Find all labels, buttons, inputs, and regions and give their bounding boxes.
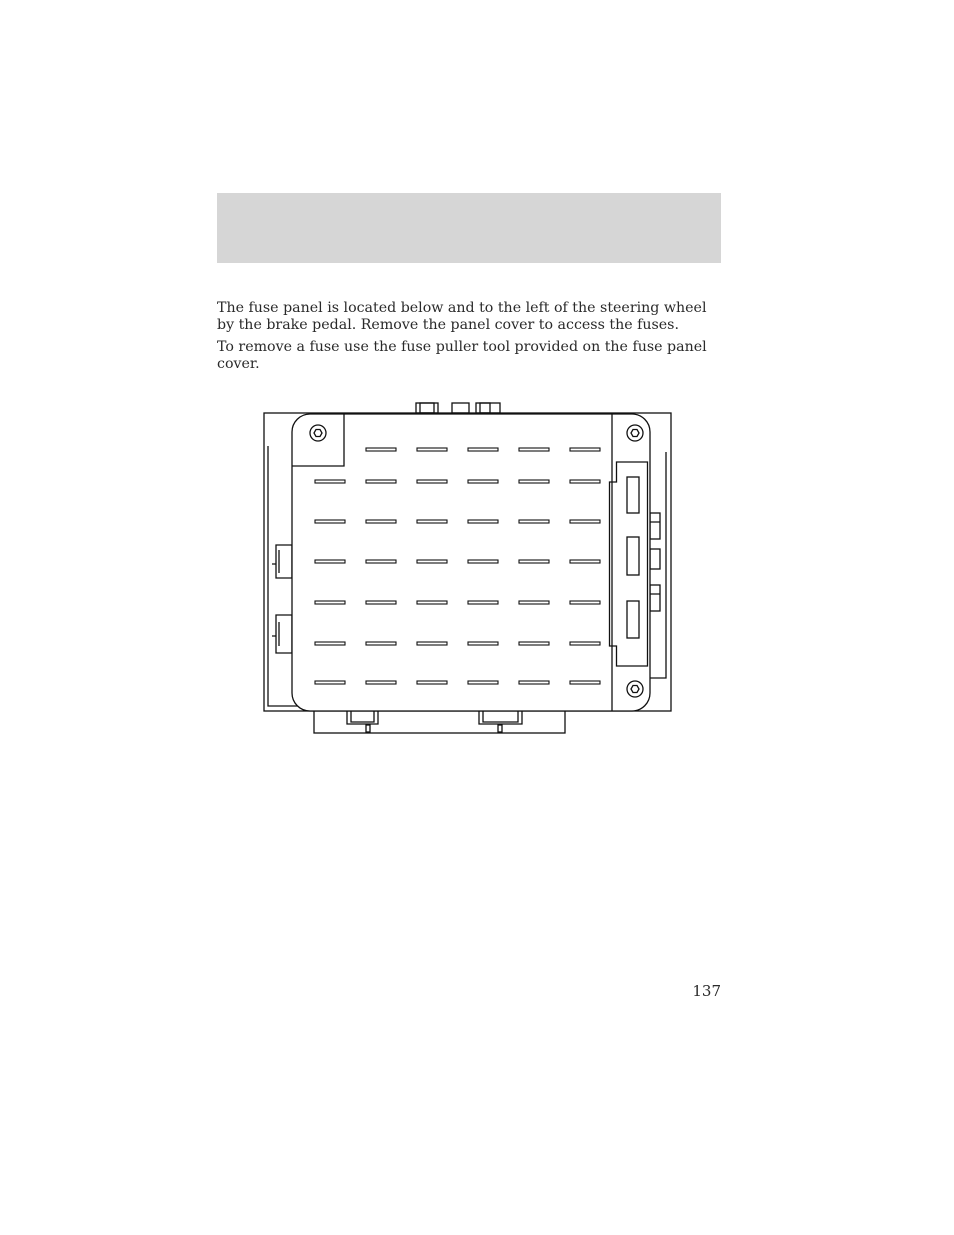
fuse-slot	[366, 642, 396, 645]
fuse-slot	[315, 681, 345, 684]
fuse-slot	[315, 642, 345, 645]
fuse-slot	[315, 601, 345, 604]
fuse-slot	[468, 681, 498, 684]
fuse-slot	[468, 560, 498, 563]
fuse-slot	[315, 520, 345, 523]
fuse-slot	[417, 642, 447, 645]
fuse-slot	[315, 560, 345, 563]
top-tab	[416, 403, 438, 413]
fuse-slot	[366, 601, 396, 604]
fuse-slot	[519, 520, 549, 523]
top-tab	[452, 403, 469, 413]
fuse-slot	[468, 642, 498, 645]
fuse-slot	[570, 448, 600, 451]
fuse-slot	[468, 520, 498, 523]
fuse-slot	[519, 681, 549, 684]
paragraph-fuse-panel-location: The fuse panel is located below and to the left of the steering wheel by the brake pedal. Remove the panel cover to access the fuses.	[217, 300, 707, 333]
fuse-panel-diagram	[262, 400, 674, 738]
fuse-slot	[519, 560, 549, 563]
section-header-bar	[217, 193, 721, 263]
fuse-slot	[417, 448, 447, 451]
fuse-slot	[519, 601, 549, 604]
fuse-slot	[519, 448, 549, 451]
fuse-slot	[519, 642, 549, 645]
fuse-slot	[468, 480, 498, 483]
fuse-slot	[366, 681, 396, 684]
fuse-slot	[570, 681, 600, 684]
fuse-slot	[570, 601, 600, 604]
fuse-slot	[417, 480, 447, 483]
fuse-slot	[417, 520, 447, 523]
fuse-slot	[570, 642, 600, 645]
fuse-slot	[315, 480, 345, 483]
paragraph-fuse-removal: To remove a fuse use the fuse puller tool provided on the fuse panel cover.	[217, 339, 707, 372]
fuse-slot	[417, 601, 447, 604]
fuse-slot	[570, 560, 600, 563]
fuse-slot	[366, 520, 396, 523]
fuse-slot	[468, 448, 498, 451]
fuse-slot	[519, 480, 549, 483]
fuse-slot	[417, 560, 447, 563]
fuse-slot	[366, 448, 396, 451]
fuse-slot	[570, 480, 600, 483]
fuse-slot	[417, 681, 447, 684]
fuse-slot	[468, 601, 498, 604]
fuse-slot	[570, 520, 600, 523]
fuse-slot	[366, 560, 396, 563]
fuse-slot	[366, 480, 396, 483]
page-number: 137	[692, 982, 721, 1000]
